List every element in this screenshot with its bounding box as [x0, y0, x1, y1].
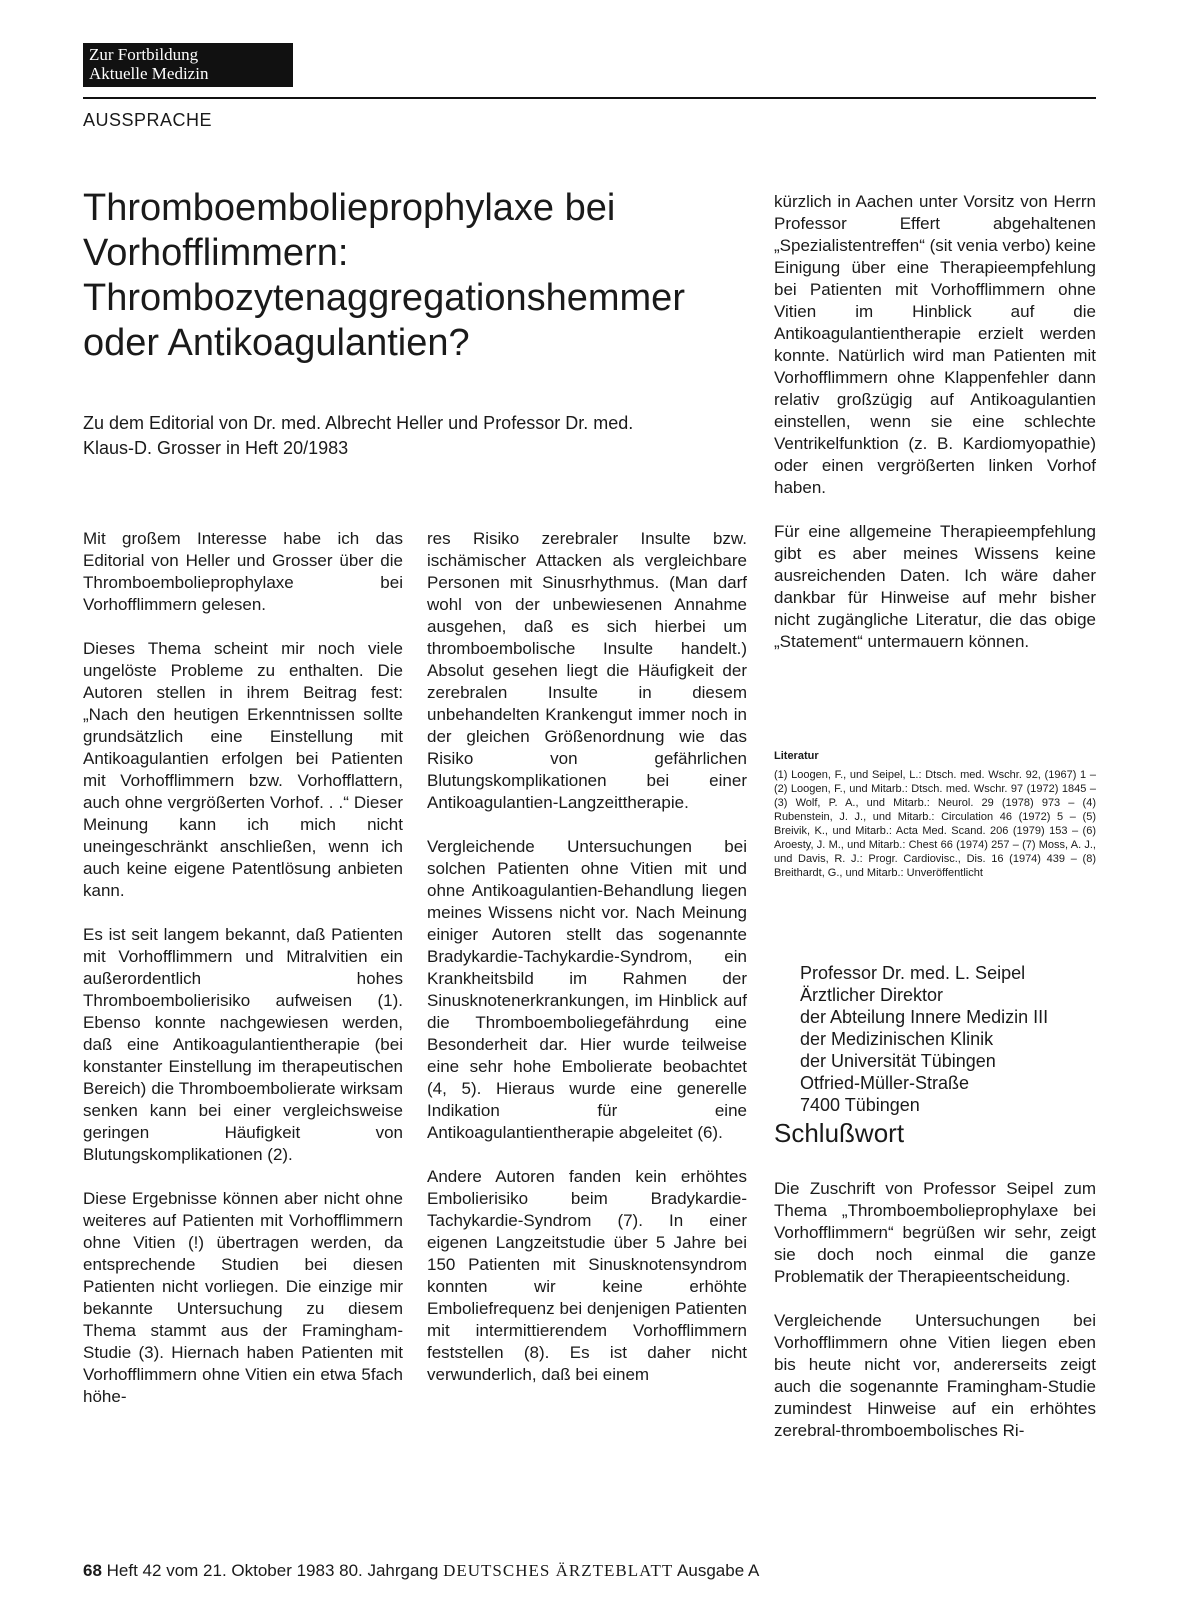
- paragraph: Andere Autoren fanden kein erhöhtes Embolierisiko beim Bradykardie-Tachykardie-Syndrom (7). In einer eigenen Langzeitstudie über 5 Jahre bei 150 Patienten mit Sinusknotensyndrom konnten wir keine erhöhte Emboliefrequenz bei denjenigen Patienten mit intermittierendem Vorhofflimmern feststellen (8). Es ist daher nicht verwunderlich, daß bei einem: [427, 1167, 747, 1384]
- paragraph: res Risiko zerebraler Insulte bzw. ischämischer Attacken als vergleichbare Personen mit Sinusrhythmus. (Man darf wohl von der unbewiesenen Annahme ausgehen, daß es sich hierbei um thromboembolische Insulte handelt.) Absolut gesehen liegt die Häufigkeit der zerebralen Insulte in diesem unbehandelten Krankengut immer noch in der gleichen Größenordnung wie das Risiko von gefährlichen Blutungskomplikationen bei einer Antikoagulantien-Langzeittherapie.: [427, 529, 747, 812]
- issue-info: Heft 42 vom 21. Oktober 1983 80. Jahrgang: [106, 1561, 439, 1580]
- address-line: der Abteilung Innere Medizin III: [800, 1007, 1049, 1027]
- journal-name: DEUTSCHES ÄRZTEBLATT: [443, 1561, 674, 1580]
- section-label: AUSSPRACHE: [83, 110, 213, 130]
- section-banner: [83, 43, 293, 87]
- article-subtitle: Zu dem Editorial von Dr. med. Albrecht Heller und Professor Dr. med. Klaus-D. Grosser in Heft 20/1983: [83, 413, 634, 458]
- paragraph: Diese Ergebnisse können aber nicht ohne weiteres auf Patienten mit Vorhofflimmern ohne Vitien (!) übertragen werden, da entsprechende Studien bei diesen Patienten nicht vorliegen. Die einzige mir bekannte Untersuchung zu diesem Thema stammt aus der Framingham-Studie (3). Hiernach haben Patienten mit Vorhofflimmern ohne Vitien ein etwa 5fach höhe-: [83, 1189, 403, 1406]
- column-2: [427, 528, 747, 1408]
- column-3-top: [774, 191, 1096, 675]
- paragraph: Vergleichende Untersuchungen bei Vorhofflimmern ohne Vitien liegen eben bis heute nicht vor, andererseits zeigt auch die sogenannte Framingham-Studie zumindest Hinweise auf ein erhöhtes zerebral-thromboembolisches Ri-: [774, 1311, 1096, 1440]
- paragraph: Für eine allgemeine Therapieempfehlung gibt es aber meines Wissens keine ausreichenden Daten. Ich wäre daher dankbar für Hinweise auf mehr bisher nicht zugängliche Literatur, die das obige „Statement“ untermauern können.: [774, 522, 1096, 651]
- banner-line-1: Zur Fortbildung: [89, 45, 199, 64]
- paragraph: Dieses Thema scheint mir noch viele ungelöste Probleme zu enthalten. Die Autoren stellen in ihrem Beitrag fest: „Nach den heutigen Erkenntnissen sollte grundsätzlich eine Einstellung mit Antikoagulantien erfolgen bei Patienten mit Vorhofflimmern bzw. Vorhofflattern, auch ohne vergrößerten Vorhof. . .“ Dieser Meinung kann ich mich nicht uneingeschränkt anschließen, wenn ich auch keine eigene Patentlösung anbieten kann.: [83, 639, 403, 900]
- reply-heading: Schlußwort: [774, 1118, 905, 1148]
- address-line: Otfried-Müller-Straße: [800, 1073, 970, 1093]
- header-rule: [83, 97, 1096, 99]
- address-line: der Universität Tübingen: [800, 1051, 996, 1071]
- paragraph: kürzlich in Aachen unter Vorsitz von Herrn Professor Effert abgehaltenen „Spezialistentreffen“ (sit venia verbo) keine Einigung über eine Therapieempfehlung bei Patienten mit Vorhofflimmern ohne Vitien im Hinblick auf die Antikoagulantientherapie erzielt werden konnte. Natürlich wird man Patienten mit Vorhofflimmern ohne Klappenfehler dann relativ großzügig auf Antikoagulantien einstellen, wenn sie eine schlechte Ventrikelfunktion (z. B. Kardiomyopathie) oder einen vergrößerten linken Vorhof haben.: [774, 192, 1096, 497]
- edition: Ausgabe A: [677, 1561, 760, 1580]
- literature-list: (1) Loogen, F., und Seipel, L.: Dtsch. med. Wschr. 92, (1967) 1 – (2) Loogen, F., und Mitarb.: Dtsch. med. Wschr. 97 (1972) 1845 – (3) Wolf, P. A., und Mitarb.: Neurol. 29 (1978) 973 – (4) Rubenstein, J. J., und Mitarb.: Circulation 46 (1972) 5 – (5) Breivik, K., und Mitarb.: Acta Med. Scand. 206 (1979) 153 – (6) Aroesty, J. M., und Mitarb.: Chest 66 (1974) 257 – (7) Moss, A. J., und Davis, R. J.: Progr. Cardiovisc., Dis. 16 (1974) 439 – (8) Breithardt, G., und Mitarb.: Unveröffentlicht: [774, 769, 1096, 879]
- paragraph: Mit großem Interesse habe ich das Editorial von Heller und Grosser über die Thromboembolieprophylaxe bei Vorhofflimmern gelesen.: [83, 529, 403, 614]
- column-1: [83, 528, 403, 1430]
- author-address: [800, 962, 1048, 1116]
- address-line: Professor Dr. med. L. Seipel: [800, 963, 1026, 983]
- paragraph: Die Zuschrift von Professor Seipel zum Thema „Thromboembolieprophylaxe bei Vorhofflimmern“ begrüßen wir sehr, zeigt sie doch noch einmal die ganze Problematik der Therapieentscheidung.: [774, 1179, 1096, 1286]
- address-line: Ärztlicher Direktor: [800, 985, 944, 1005]
- literature-heading: Literatur: [774, 750, 819, 762]
- article-title: Thromboembolieprophylaxe bei Vorhofflimmern: Thrombozytenaggregationshemmer oder Antikoagulantien?: [83, 187, 685, 364]
- banner-line-2: Aktuelle Medizin: [89, 64, 209, 83]
- reply-body: [774, 1178, 1096, 1464]
- address-line: der Medizinischen Klinik: [800, 1029, 994, 1049]
- page-number: 68: [83, 1561, 102, 1580]
- address-line: 7400 Tübingen: [800, 1095, 920, 1115]
- page-footer: [83, 1561, 759, 1581]
- paragraph: Es ist seit langem bekannt, daß Patienten mit Vorhofflimmern und Mitralvitien ein außerordentlich hohes Thromboembolierisiko aufweisen (1). Ebenso konnte nachgewiesen werden, daß eine Antikoagulantientherapie (bei konstanter Einstellung im therapeutischen Bereich) die Thromboembolierate wirksam senken kann bei einer vergleichsweise geringen Häufigkeit von Blutungskomplikationen (2).: [83, 925, 403, 1164]
- paragraph: Vergleichende Untersuchungen bei solchen Patienten ohne Vitien mit und ohne Antikoagulantien-Behandlung liegen meines Wissens nicht vor. Nach Meinung einiger Autoren stellt das sogenannte Bradykardie-Tachykardie-Syndrom, ein Krankheitsbild im Rahmen der Sinusknotenerkrankungen, im Hinblick auf die Thromboemboliegefährdung eine Besonderheit dar. Hier wurde teilweise eine sehr hohe Embolierate beobachtet (4, 5). Hieraus wurde eine generelle Indikation für eine Antikoagulantientherapie abgeleitet (6).: [427, 837, 747, 1142]
